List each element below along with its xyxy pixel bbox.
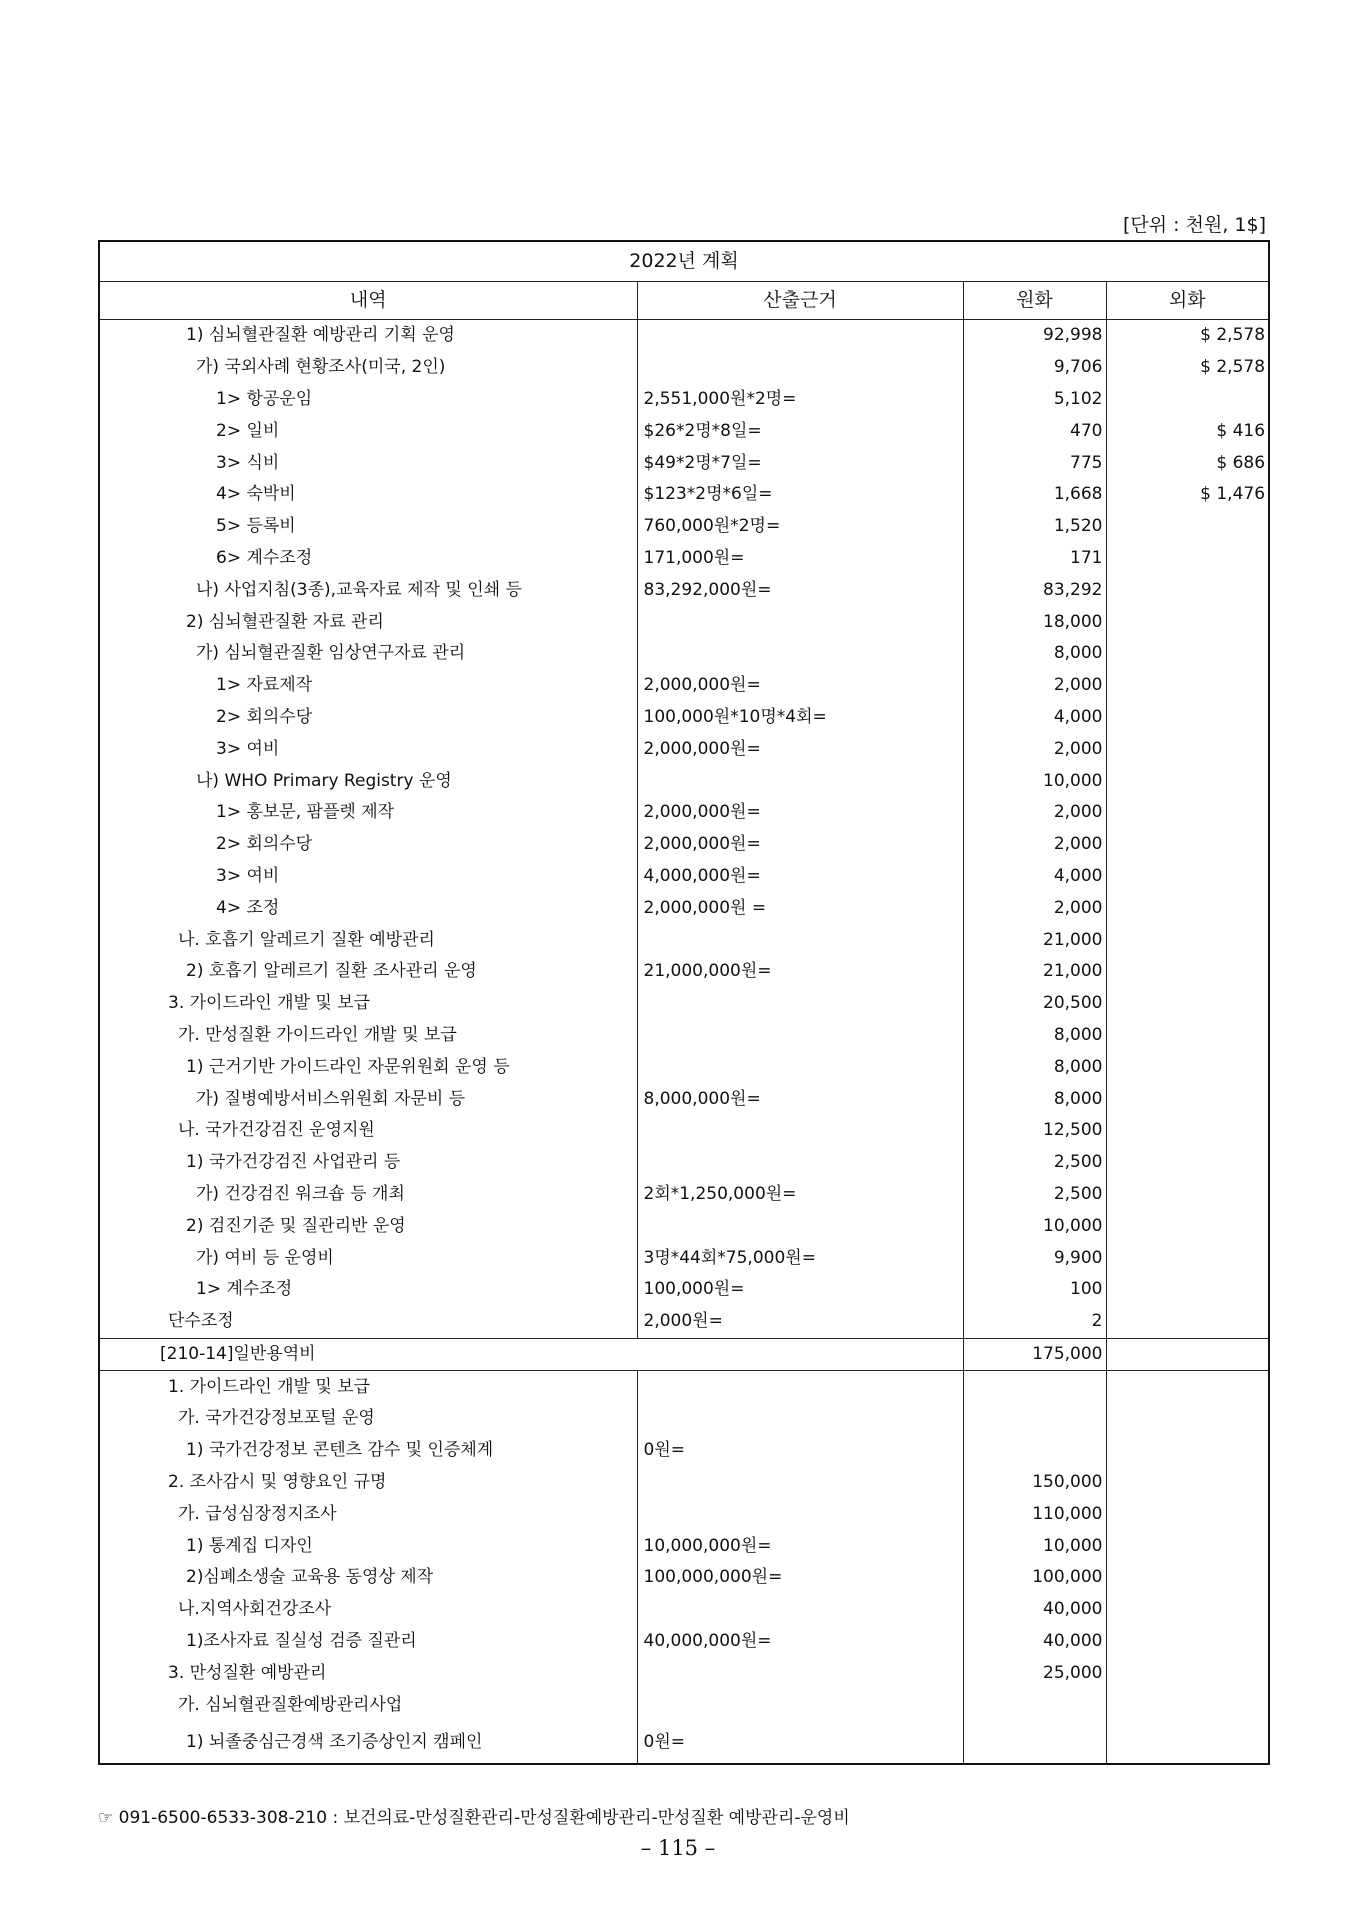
table-row (99, 1594, 1269, 1626)
row-item: 1> 홍보문, 팜플렛 제작 (99, 797, 637, 829)
row-basis: 171,000원= (637, 543, 963, 575)
row-usd (1106, 956, 1269, 988)
row-usd: $ 1,476 (1106, 479, 1269, 511)
row-basis (637, 1115, 963, 1147)
row-item: 가) 건강검진 워크숍 등 개최 (99, 1179, 637, 1211)
row-usd (1106, 1498, 1269, 1530)
row-krw: 8,000 (963, 638, 1106, 670)
table-row (99, 1626, 1269, 1658)
row-basis: 8,000,000원= (637, 1083, 963, 1115)
row-krw: 8,000 (963, 1051, 1106, 1083)
row-krw: 2,000 (963, 829, 1106, 861)
row-item: 1) 근거기반 가이드라인 자문위원회 운영 등 (99, 1051, 637, 1083)
table-row (99, 1530, 1269, 1562)
table-row (99, 606, 1269, 638)
row-item: 나.지역사회건강조사 (99, 1594, 637, 1626)
row-usd (1106, 606, 1269, 638)
row-basis (637, 1689, 963, 1721)
row-item: 2) 검진기준 및 질관리반 운영 (99, 1210, 637, 1242)
row-usd (1106, 892, 1269, 924)
table-row (99, 638, 1269, 670)
row-item: 3. 만성질환 예방관리 (99, 1657, 637, 1689)
row-usd (1106, 733, 1269, 765)
row-item: 나) 사업지침(3종),교육자료 제작 및 인쇄 등 (99, 574, 637, 606)
table-row (99, 829, 1269, 861)
table-row (99, 320, 1269, 352)
row-krw: 25,000 (963, 1657, 1106, 1689)
row-item: 가) 여비 등 운영비 (99, 1242, 637, 1274)
row-item: 1) 국가건강정보 콘텐츠 감수 및 인증체계 (99, 1435, 637, 1467)
row-item: 가) 심뇌혈관질환 임상연구자료 관리 (99, 638, 637, 670)
row-item: 1> 항공운임 (99, 384, 637, 416)
table-row (99, 924, 1269, 956)
row-usd (1106, 638, 1269, 670)
row-usd: $ 2,578 (1106, 320, 1269, 352)
row-basis: 100,000원*10명*4회= (637, 702, 963, 734)
row-krw (963, 1403, 1106, 1435)
table-title-row (99, 241, 1269, 282)
row-krw: 100 (963, 1274, 1106, 1306)
table-row (99, 797, 1269, 829)
row-krw: 1,520 (963, 511, 1106, 543)
row-usd (1106, 384, 1269, 416)
row-basis: $49*2명*7일= (637, 447, 963, 479)
column-header-row (99, 282, 1269, 320)
row-item: 1) 통계집 디자인 (99, 1530, 637, 1562)
budget-table (98, 240, 1270, 1765)
row-usd (1106, 1594, 1269, 1626)
row-usd (1106, 1721, 1269, 1764)
row-krw: 2,000 (963, 670, 1106, 702)
row-basis (637, 320, 963, 352)
row-usd (1106, 1210, 1269, 1242)
table-row (99, 1371, 1269, 1403)
row-krw: 2,500 (963, 1179, 1106, 1211)
table-row (99, 892, 1269, 924)
row-usd (1106, 1657, 1269, 1689)
row-item: 가. 급성심장정지조사 (99, 1498, 637, 1530)
row-usd (1106, 1626, 1269, 1658)
row-krw: 4,000 (963, 702, 1106, 734)
table-row (99, 1435, 1269, 1467)
row-item: 1. 가이드라인 개발 및 보급 (99, 1371, 637, 1403)
row-basis: 2,000,000원= (637, 670, 963, 702)
row-item: 3> 식비 (99, 447, 637, 479)
table-row (99, 1562, 1269, 1594)
row-krw: 2,000 (963, 797, 1106, 829)
table-row (99, 670, 1269, 702)
row-item: 5> 등록비 (99, 511, 637, 543)
row-item: 1> 자료제작 (99, 670, 637, 702)
row-item: 1> 계수조정 (99, 1274, 637, 1306)
footnote: ☞ 091-6500-6533-308-210 : 보건의료-만성질환관리-만성질환예방관리-만성질환 예방관리-운영비 (98, 1808, 850, 1828)
row-usd (1106, 1147, 1269, 1179)
row-usd (1106, 574, 1269, 606)
row-basis (637, 1371, 963, 1403)
row-krw (963, 1721, 1106, 1764)
table-row (99, 1115, 1269, 1147)
row-item: 1) 국가건강검진 사업관리 등 (99, 1147, 637, 1179)
row-item: 4> 조정 (99, 892, 637, 924)
row-item: 가) 질병예방서비스위원회 자문비 등 (99, 1083, 637, 1115)
table-row (99, 988, 1269, 1020)
row-basis (637, 765, 963, 797)
row-item: 2> 회의수당 (99, 702, 637, 734)
row-basis (637, 1020, 963, 1052)
row-krw: 10,000 (963, 765, 1106, 797)
page-number: – 115 – (640, 1836, 716, 1860)
row-basis: 100,000원= (637, 1274, 963, 1306)
row-basis: 2,000원= (637, 1306, 963, 1338)
table-row (99, 1657, 1269, 1689)
row-item: 나. 호흡기 알레르기 질환 예방관리 (99, 924, 637, 956)
row-usd (1106, 702, 1269, 734)
row-basis: 83,292,000원= (637, 574, 963, 606)
row-krw: 1,668 (963, 479, 1106, 511)
table-row (99, 1083, 1269, 1115)
row-krw (963, 1689, 1106, 1721)
column-header-krw: 원화 (963, 282, 1106, 320)
row-basis: 760,000원*2명= (637, 511, 963, 543)
table-title: 2022년 계획 (99, 241, 1269, 282)
row-usd (1106, 924, 1269, 956)
row-krw: 18,000 (963, 606, 1106, 638)
row-basis (637, 1594, 963, 1626)
table-row (99, 1689, 1269, 1721)
row-usd (1106, 1115, 1269, 1147)
row-usd: $ 2,578 (1106, 352, 1269, 384)
row-usd (1106, 1242, 1269, 1274)
row-item: 나. 국가건강검진 운영지원 (99, 1115, 637, 1147)
row-basis (637, 352, 963, 384)
row-usd (1106, 1083, 1269, 1115)
row-basis: 0원= (637, 1721, 963, 1764)
row-usd (1106, 765, 1269, 797)
row-basis: 2,000,000원= (637, 797, 963, 829)
row-usd (1106, 861, 1269, 893)
row-basis (637, 1403, 963, 1435)
table-row (99, 1020, 1269, 1052)
row-usd: $ 686 (1106, 447, 1269, 479)
unit-note: [단위 : 천원, 1$] (1123, 214, 1266, 236)
row-usd (1106, 988, 1269, 1020)
row-krw: 21,000 (963, 924, 1106, 956)
column-header-basis: 산출근거 (637, 282, 963, 320)
table-row (99, 447, 1269, 479)
row-item: 2)심폐소생술 교육용 동영상 제작 (99, 1562, 637, 1594)
row-basis: 2,000,000원= (637, 733, 963, 765)
row-usd (1106, 1306, 1269, 1338)
section-item: [210-14]일반용역비 (99, 1338, 963, 1371)
row-basis (637, 1498, 963, 1530)
row-krw: 110,000 (963, 1498, 1106, 1530)
row-usd (1106, 829, 1269, 861)
row-usd (1106, 1689, 1269, 1721)
row-krw: 10,000 (963, 1530, 1106, 1562)
row-item: 나) WHO Primary Registry 운영 (99, 765, 637, 797)
row-item: 가. 국가건강정보포털 운영 (99, 1403, 637, 1435)
row-krw: 21,000 (963, 956, 1106, 988)
row-krw: 4,000 (963, 861, 1106, 893)
table-row (99, 861, 1269, 893)
row-krw: 2,000 (963, 733, 1106, 765)
row-item: 1)조사자료 질실성 검증 질관리 (99, 1626, 637, 1658)
table-row (99, 765, 1269, 797)
table-row (99, 1179, 1269, 1211)
row-basis: 2,551,000원*2명= (637, 384, 963, 416)
column-header-usd: 외화 (1106, 282, 1269, 320)
table-row (99, 1467, 1269, 1499)
row-krw: 5,102 (963, 384, 1106, 416)
row-basis: 40,000,000원= (637, 1626, 963, 1658)
row-krw: 92,998 (963, 320, 1106, 352)
row-basis (637, 1657, 963, 1689)
row-krw: 83,292 (963, 574, 1106, 606)
row-usd (1106, 1371, 1269, 1403)
row-usd (1106, 1403, 1269, 1435)
table-row (99, 511, 1269, 543)
row-basis: 2회*1,250,000원= (637, 1179, 963, 1211)
table-row (99, 1051, 1269, 1083)
row-krw: 100,000 (963, 1562, 1106, 1594)
table-row (99, 702, 1269, 734)
row-basis (637, 1051, 963, 1083)
section-row (99, 1338, 1269, 1371)
row-krw: 150,000 (963, 1467, 1106, 1499)
row-usd (1106, 1435, 1269, 1467)
row-basis (637, 1467, 963, 1499)
row-usd (1106, 543, 1269, 575)
row-basis (637, 924, 963, 956)
row-krw (963, 1371, 1106, 1403)
row-basis: 2,000,000원 = (637, 892, 963, 924)
row-item: 2. 조사감시 및 영향요인 규명 (99, 1467, 637, 1499)
row-usd (1106, 1179, 1269, 1211)
section-krw: 175,000 (963, 1338, 1106, 1371)
row-item: 가. 만성질환 가이드라인 개발 및 보급 (99, 1020, 637, 1052)
row-basis: 0원= (637, 1435, 963, 1467)
row-item: 3> 여비 (99, 861, 637, 893)
row-item: 가. 심뇌혈관질환예방관리사업 (99, 1689, 637, 1721)
row-krw: 20,500 (963, 988, 1106, 1020)
row-krw: 8,000 (963, 1020, 1106, 1052)
table-row (99, 1306, 1269, 1338)
row-item: 1) 뇌졸중심근경색 조기증상인지 캠페인 (99, 1721, 637, 1764)
row-item: 2) 호흡기 알레르기 질환 조사관리 운영 (99, 956, 637, 988)
row-usd (1106, 1530, 1269, 1562)
table-row (99, 384, 1269, 416)
row-krw: 12,500 (963, 1115, 1106, 1147)
row-basis (637, 988, 963, 1020)
row-basis: 21,000,000원= (637, 956, 963, 988)
row-krw: 2,500 (963, 1147, 1106, 1179)
row-basis: 3명*44회*75,000원= (637, 1242, 963, 1274)
row-krw: 2,000 (963, 892, 1106, 924)
row-basis: 10,000,000원= (637, 1530, 963, 1562)
table-row (99, 352, 1269, 384)
table-row (99, 479, 1269, 511)
row-item: 2> 일비 (99, 415, 637, 447)
row-basis: 2,000,000원= (637, 829, 963, 861)
row-item: 3> 여비 (99, 733, 637, 765)
row-usd (1106, 1020, 1269, 1052)
row-item: 4> 숙박비 (99, 479, 637, 511)
table-row (99, 1403, 1269, 1435)
row-basis: 4,000,000원= (637, 861, 963, 893)
table-row (99, 1210, 1269, 1242)
row-item: 1) 심뇌혈관질환 예방관리 기획 운영 (99, 320, 637, 352)
row-basis: $123*2명*6일= (637, 479, 963, 511)
row-basis: 100,000,000원= (637, 1562, 963, 1594)
row-basis: $26*2명*8일= (637, 415, 963, 447)
table-row (99, 574, 1269, 606)
row-krw: 9,706 (963, 352, 1106, 384)
row-basis (637, 638, 963, 670)
row-usd (1106, 1274, 1269, 1306)
row-krw: 40,000 (963, 1594, 1106, 1626)
table-row (99, 1498, 1269, 1530)
row-usd (1106, 1051, 1269, 1083)
row-usd (1106, 797, 1269, 829)
row-item: 단수조정 (99, 1306, 637, 1338)
table-row (99, 1274, 1269, 1306)
table-row (99, 1721, 1269, 1764)
row-item: 2) 심뇌혈관질환 자료 관리 (99, 606, 637, 638)
row-basis (637, 606, 963, 638)
row-usd (1106, 511, 1269, 543)
row-item: 2> 회의수당 (99, 829, 637, 861)
table-row (99, 733, 1269, 765)
row-krw: 470 (963, 415, 1106, 447)
table-row (99, 1147, 1269, 1179)
row-krw: 8,000 (963, 1083, 1106, 1115)
table-row (99, 1242, 1269, 1274)
row-krw: 775 (963, 447, 1106, 479)
table-row (99, 415, 1269, 447)
row-krw: 171 (963, 543, 1106, 575)
row-usd (1106, 1467, 1269, 1499)
table-row (99, 543, 1269, 575)
row-krw: 40,000 (963, 1626, 1106, 1658)
section-usd (1106, 1338, 1269, 1371)
row-basis (637, 1210, 963, 1242)
row-krw: 2 (963, 1306, 1106, 1338)
row-usd: $ 416 (1106, 415, 1269, 447)
row-krw: 9,900 (963, 1242, 1106, 1274)
row-basis (637, 1147, 963, 1179)
row-item: 6> 계수조정 (99, 543, 637, 575)
row-krw (963, 1435, 1106, 1467)
column-header-item: 내역 (99, 282, 637, 320)
table-row (99, 956, 1269, 988)
row-usd (1106, 1562, 1269, 1594)
row-item: 3. 가이드라인 개발 및 보급 (99, 988, 637, 1020)
row-item: 가) 국외사례 현황조사(미국, 2인) (99, 352, 637, 384)
row-krw: 10,000 (963, 1210, 1106, 1242)
row-usd (1106, 670, 1269, 702)
